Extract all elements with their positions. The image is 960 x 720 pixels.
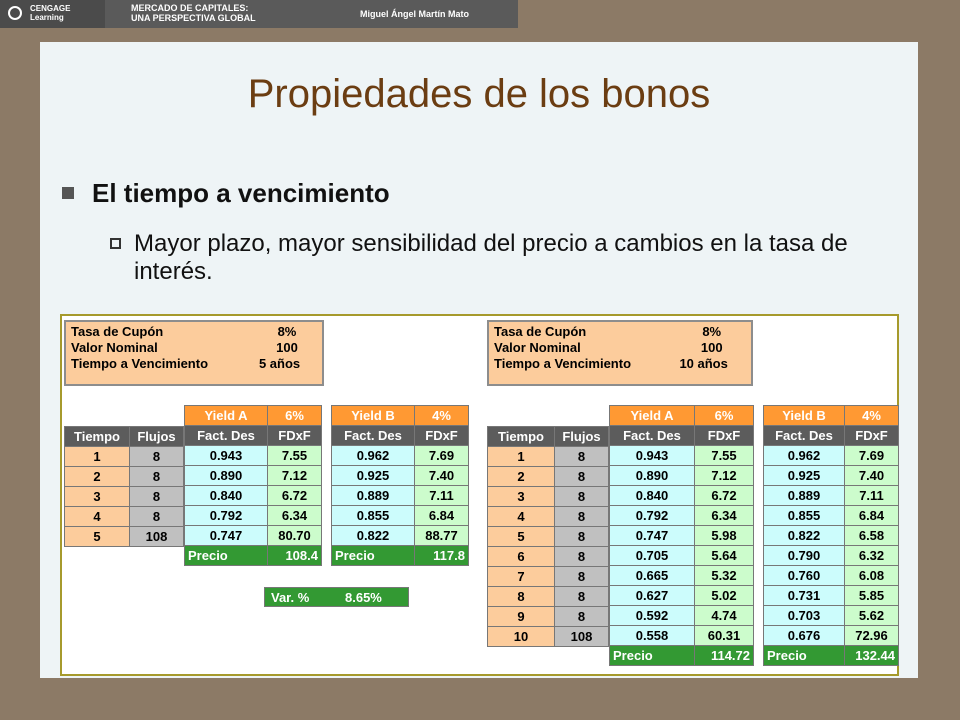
cell-fact: 0.855 <box>764 506 845 526</box>
variation-value: 8.65% <box>345 590 382 605</box>
cell-fdxf: 72.96 <box>845 626 899 646</box>
cell-fact: 0.592 <box>610 606 695 626</box>
cell-fdxf: 5.02 <box>695 586 754 606</box>
cell-fact: 0.890 <box>610 466 695 486</box>
bullet-level2-text: Mayor plazo, mayor sensibilidad del precio a cambios en la tasa de interés. <box>134 230 848 285</box>
cell-fact: 0.676 <box>764 626 845 646</box>
cell-flujo: 8 <box>555 527 609 547</box>
cell-fact: 0.747 <box>610 526 695 546</box>
cell-flujo: 8 <box>130 487 184 507</box>
cell-tiempo: 1 <box>488 447 555 467</box>
right-yield-b-table <box>763 405 899 666</box>
square-bullet-icon <box>62 187 74 199</box>
cell-tiempo: 5 <box>488 527 555 547</box>
bullet-level2 <box>110 230 870 286</box>
bullet-level1 <box>62 178 390 209</box>
cell-flujo: 8 <box>130 447 184 467</box>
col-header-flujos: Flujos <box>555 427 609 447</box>
col-header-fact: Fact. Des <box>610 426 695 446</box>
cell-fact: 0.558 <box>610 626 695 646</box>
cell-tiempo: 1 <box>65 447 130 467</box>
cell-tiempo: 9 <box>488 607 555 627</box>
cell-flujo: 108 <box>130 527 184 547</box>
cell-fact: 0.943 <box>610 446 695 466</box>
cell-fdxf: 4.74 <box>695 606 754 626</box>
cell-fact: 0.962 <box>764 446 845 466</box>
yield-label: Yield A <box>185 406 268 426</box>
cell-fact: 0.747 <box>185 526 268 546</box>
cell-tiempo: 8 <box>488 587 555 607</box>
col-header-fact: Fact. Des <box>764 426 845 446</box>
right-cashflow-table <box>487 426 609 647</box>
col-header-fact: Fact. Des <box>185 426 268 446</box>
right-yield-a-table <box>609 405 754 666</box>
cell-fdxf: 60.31 <box>695 626 754 646</box>
cell-flujo: 8 <box>555 487 609 507</box>
cell-fdxf: 6.34 <box>695 506 754 526</box>
cell-fact: 0.840 <box>610 486 695 506</box>
yield-label: Yield A <box>610 406 695 426</box>
cell-fact: 0.822 <box>332 526 415 546</box>
cell-fdxf: 5.98 <box>695 526 754 546</box>
info-value: 100 <box>276 340 298 355</box>
col-header-fdxf: FDxF <box>268 426 322 446</box>
cell-fdxf: 7.11 <box>845 486 899 506</box>
cell-flujo: 8 <box>555 507 609 527</box>
cell-fdxf: 7.12 <box>268 466 322 486</box>
cell-fact: 0.705 <box>610 546 695 566</box>
cell-flujo: 8 <box>555 547 609 567</box>
cell-fact: 0.925 <box>332 466 415 486</box>
cell-fact: 0.790 <box>764 546 845 566</box>
price-value: 108.4 <box>268 546 322 566</box>
cell-fact: 0.840 <box>185 486 268 506</box>
cell-tiempo: 4 <box>65 507 130 527</box>
cell-fact: 0.925 <box>764 466 845 486</box>
variation-label: Var. % <box>271 590 310 605</box>
left-yield-a-table <box>184 405 322 566</box>
publisher-logo <box>0 0 105 28</box>
col-header-tiempo: Tiempo <box>65 427 130 447</box>
cell-fact: 0.760 <box>764 566 845 586</box>
yield-rate: 6% <box>695 406 754 426</box>
cell-fact: 0.731 <box>764 586 845 606</box>
price-label: Precio <box>185 546 268 566</box>
cell-fdxf: 7.40 <box>845 466 899 486</box>
book-title <box>131 3 256 23</box>
cell-fdxf: 7.55 <box>695 446 754 466</box>
cell-fdxf: 6.72 <box>268 486 322 506</box>
price-label: Precio <box>332 546 415 566</box>
cell-fdxf: 5.62 <box>845 606 899 626</box>
info-label: Valor Nominal <box>71 340 158 355</box>
info-value: 8% <box>702 324 722 339</box>
price-value: 132.44 <box>845 646 899 666</box>
book-title-line2: UNA PERSPECTIVA GLOBAL <box>131 13 256 23</box>
cell-fdxf: 5.64 <box>695 546 754 566</box>
cell-fact: 0.792 <box>610 506 695 526</box>
info-label: Tiempo a Vencimiento <box>494 356 632 371</box>
left-cashflow-table <box>64 426 184 547</box>
cell-fact: 0.792 <box>185 506 268 526</box>
cell-fdxf: 7.55 <box>268 446 322 466</box>
info-label: Tiempo a Vencimiento <box>71 356 209 371</box>
cell-fdxf: 7.11 <box>415 486 469 506</box>
cell-fdxf: 7.40 <box>415 466 469 486</box>
col-header-fdxf: FDxF <box>695 426 754 446</box>
cell-fact: 0.889 <box>332 486 415 506</box>
bond-tables-figure <box>60 314 899 676</box>
cell-tiempo: 10 <box>488 627 555 647</box>
cell-fdxf: 6.32 <box>845 546 899 566</box>
cell-fdxf: 6.34 <box>268 506 322 526</box>
book-banner <box>105 0 518 28</box>
left-info-box <box>64 320 324 386</box>
cell-fdxf: 6.72 <box>695 486 754 506</box>
cell-fact: 0.665 <box>610 566 695 586</box>
info-label: Valor Nominal <box>494 340 581 355</box>
cengage-logo-icon <box>8 6 22 20</box>
cell-fdxf: 80.70 <box>268 526 322 546</box>
bullet-level1-text: El tiempo a vencimiento <box>92 178 390 208</box>
left-yield-b-table <box>331 405 469 566</box>
cell-fdxf: 6.08 <box>845 566 899 586</box>
right-info-box <box>487 320 753 386</box>
price-label: Precio <box>610 646 695 666</box>
cell-fact: 0.943 <box>185 446 268 466</box>
col-header-fact: Fact. Des <box>332 426 415 446</box>
cell-tiempo: 5 <box>65 527 130 547</box>
cell-fact: 0.962 <box>332 446 415 466</box>
cell-fdxf: 6.58 <box>845 526 899 546</box>
cell-fact: 0.627 <box>610 586 695 606</box>
cell-flujo: 8 <box>555 467 609 487</box>
cell-tiempo: 7 <box>488 567 555 587</box>
variation-box <box>264 587 409 607</box>
cell-fact: 0.855 <box>332 506 415 526</box>
yield-label: Yield B <box>332 406 415 426</box>
info-label: Tasa de Cupón <box>71 324 164 339</box>
cell-fact: 0.703 <box>764 606 845 626</box>
cell-tiempo: 3 <box>488 487 555 507</box>
book-title-line1: MERCADO DE CAPITALES: <box>131 3 249 13</box>
cell-fdxf: 88.77 <box>415 526 469 546</box>
hollow-square-bullet-icon <box>110 238 121 249</box>
col-header-fdxf: FDxF <box>845 426 899 446</box>
price-value: 117.8 <box>415 546 469 566</box>
info-value: 10 años <box>679 356 728 371</box>
yield-label: Yield B <box>764 406 845 426</box>
cell-fdxf: 7.69 <box>845 446 899 466</box>
info-value: 100 <box>700 340 723 355</box>
cell-tiempo: 3 <box>65 487 130 507</box>
info-value: 5 años <box>258 356 301 371</box>
cell-fdxf: 6.84 <box>415 506 469 526</box>
cell-fdxf: 7.12 <box>695 466 754 486</box>
cell-tiempo: 2 <box>488 467 555 487</box>
cell-tiempo: 4 <box>488 507 555 527</box>
info-value: 8% <box>277 324 297 339</box>
book-author: Miguel Ángel Martín Mato <box>360 9 469 19</box>
publisher-name: CENGAGE Learning <box>30 4 71 22</box>
col-header-flujos: Flujos <box>130 427 184 447</box>
col-header-fdxf: FDxF <box>415 426 469 446</box>
price-value: 114.72 <box>695 646 754 666</box>
left-info-table <box>68 324 318 372</box>
cell-flujo: 8 <box>555 587 609 607</box>
cell-fact: 0.890 <box>185 466 268 486</box>
cell-flujo: 8 <box>130 467 184 487</box>
cell-fdxf: 5.85 <box>845 586 899 606</box>
yield-rate: 4% <box>415 406 469 426</box>
cell-fdxf: 5.32 <box>695 566 754 586</box>
yield-rate: 6% <box>268 406 322 426</box>
cell-fdxf: 7.69 <box>415 446 469 466</box>
cell-fdxf: 6.84 <box>845 506 899 526</box>
cell-flujo: 108 <box>555 627 609 647</box>
cell-tiempo: 2 <box>65 467 130 487</box>
price-label: Precio <box>764 646 845 666</box>
cell-fact: 0.822 <box>764 526 845 546</box>
cell-flujo: 8 <box>555 567 609 587</box>
cell-flujo: 8 <box>555 607 609 627</box>
top-bar <box>0 0 960 28</box>
slide-title: Propiedades de los bonos <box>247 72 711 116</box>
yield-rate: 4% <box>845 406 899 426</box>
info-label: Tasa de Cupón <box>494 324 587 339</box>
cell-flujo: 8 <box>555 447 609 467</box>
right-info-table <box>491 324 747 372</box>
cell-fact: 0.889 <box>764 486 845 506</box>
cell-flujo: 8 <box>130 507 184 527</box>
col-header-tiempo: Tiempo <box>488 427 555 447</box>
cell-tiempo: 6 <box>488 547 555 567</box>
